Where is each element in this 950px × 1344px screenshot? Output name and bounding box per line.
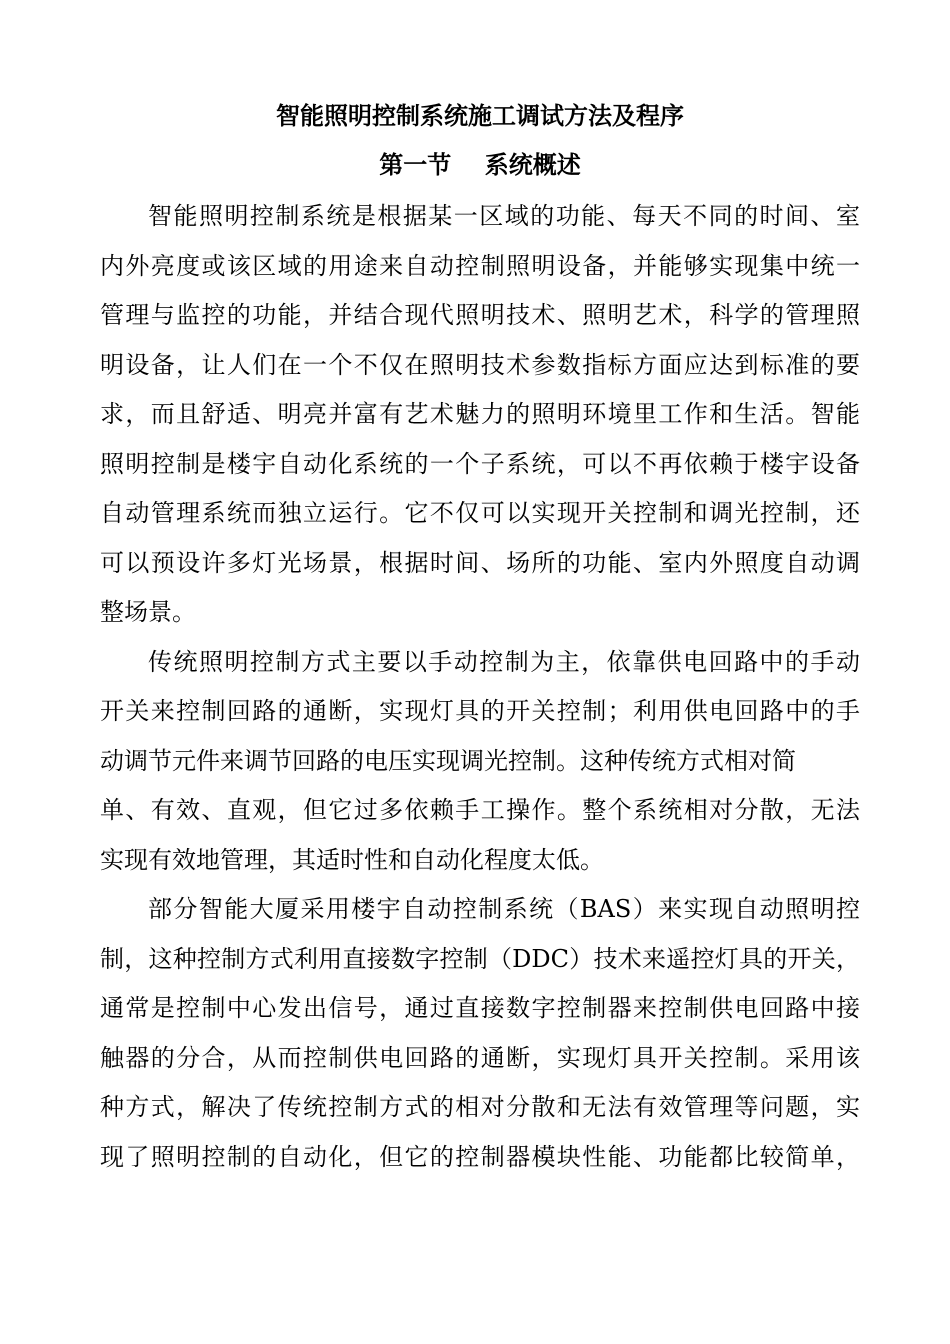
document-title: 智能照明控制系统施工调试方法及程序 [276,101,684,130]
section-heading: 第一节 系统概述 [379,150,581,179]
paragraph-line: 触器的分合，从而控制供电回路的通断，实现灯具开关控制。采用该 [100,1043,860,1072]
paragraph-line: 传统照明控制方式主要以手动控制为主，依靠供电回路中的手动 [148,647,860,676]
paragraph-2 [100,642,860,890]
paragraph-line: 通常是控制中心发出信号，通过直接数字控制器来控制供电回路中接 [100,994,860,1022]
paragraph-line: 制，这种控制方式利用直接数字控制（DDC）技术来遥控灯具的开关， [100,944,860,973]
paragraph-line: 求，而且舒适、明亮并富有艺术魅力的照明环境里工作和生活。智能 [100,400,860,428]
paragraph-line: 种方式，解决了传统控制方式的相对分散和无法有效管理等问题，实 [100,1093,860,1121]
paragraph-line: 明设备，让人们在一个不仅在照明技术参数指标方面应达到标准的要 [100,350,860,379]
paragraph-line: 单、有效、直观，但它过多依赖手工操作。整个系统相对分散，无法 [100,796,860,824]
body-text [100,196,860,1186]
paragraph-line: 整场景。 [100,598,196,626]
paragraph-3 [100,889,860,1186]
paragraph-line: 现了照明控制的自动化，但它的控制器模块性能、功能都比较简单， [100,1142,860,1171]
paragraph-line: 内外亮度或该区域的用途来自动控制照明设备，并能够实现集中统一 [100,251,860,280]
paragraph-line: 部分智能大厦采用楼宇自动控制系统（BAS）来实现自动照明控 [148,895,860,923]
paragraph-line: 可以预设许多灯光场景，根据时间、场所的功能、室内外照度自动调 [100,548,860,577]
paragraph-line: 管理与监控的功能，并结合现代照明技术、照明艺术，科学的管理照 [100,301,860,329]
paragraph-line: 自动管理系统而独立运行。它不仅可以实现开关控制和调光控制，还 [100,499,860,527]
paragraph-line: 智能照明控制系统是根据某一区域的功能、每天不同的时间、室 [148,202,860,230]
paragraph-line: 动调节元件来调节回路的电压实现调光控制。这种传统方式相对简 [100,746,796,775]
paragraph-line: 照明控制是楼宇自动化系统的一个子系统，可以不再依赖于楼宇设备 [100,449,860,478]
paragraph-line: 开关来控制回路的通断，实现灯具的开关控制；利用供电回路中的手 [100,697,860,725]
paragraph-1 [100,196,860,642]
paragraph-line: 实现有效地管理，其适时性和自动化程度太低。 [100,845,604,874]
